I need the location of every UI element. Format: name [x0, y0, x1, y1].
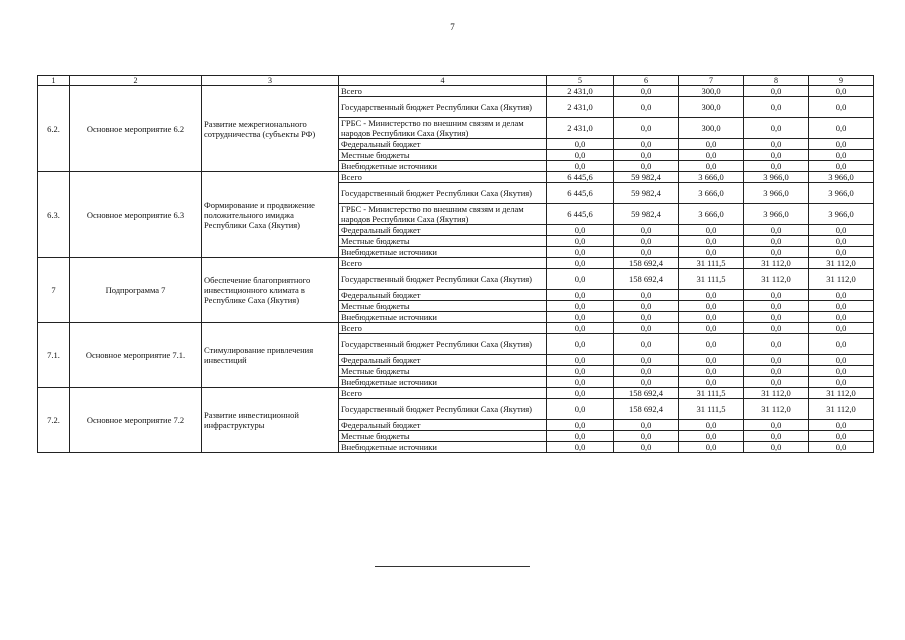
amount-cell: 300,0 [679, 86, 744, 97]
amount-cell: 0,0 [809, 334, 874, 355]
amount-cell: 0,0 [679, 301, 744, 312]
amount-cell: 0,0 [744, 118, 809, 139]
group-description: Развитие инвестиционной инфраструктуры [202, 388, 339, 453]
amount-cell: 0,0 [809, 366, 874, 377]
funding-source: Федеральный бюджет [339, 139, 547, 150]
amount-cell: 0,0 [744, 377, 809, 388]
group-code: 7.1. [38, 323, 70, 388]
funding-source: Внебюджетные источники [339, 247, 547, 258]
amount-cell: 0,0 [547, 312, 614, 323]
funding-source: Федеральный бюджет [339, 290, 547, 301]
amount-cell: 0,0 [679, 139, 744, 150]
funding-table [37, 75, 874, 453]
amount-cell: 0,0 [679, 431, 744, 442]
amount-cell: 0,0 [744, 139, 809, 150]
funding-source: Местные бюджеты [339, 431, 547, 442]
amount-cell: 0,0 [809, 225, 874, 236]
table-body [38, 76, 874, 453]
amount-cell: 0,0 [679, 420, 744, 431]
page-number: 7 [450, 22, 455, 32]
group-name: Основное мероприятие 7.2 [70, 388, 202, 453]
table-row [38, 388, 874, 399]
amount-cell: 3 666,0 [679, 183, 744, 204]
amount-cell: 0,0 [744, 236, 809, 247]
amount-cell: 0,0 [744, 312, 809, 323]
amount-cell: 31 111,5 [679, 258, 744, 269]
amount-cell: 0,0 [614, 420, 679, 431]
amount-cell: 158 692,4 [614, 269, 679, 290]
amount-cell: 59 982,4 [614, 172, 679, 183]
table-row [38, 323, 874, 334]
amount-cell: 6 445,6 [547, 204, 614, 225]
amount-cell: 0,0 [614, 355, 679, 366]
header-cell: 4 [339, 76, 547, 86]
amount-cell: 0,0 [744, 97, 809, 118]
group-name: Основное мероприятие 6.2 [70, 86, 202, 172]
amount-cell: 3 666,0 [679, 172, 744, 183]
amount-cell: 0,0 [547, 431, 614, 442]
group-name: Основное мероприятие 7.1. [70, 323, 202, 388]
amount-cell: 0,0 [809, 247, 874, 258]
amount-cell: 0,0 [614, 323, 679, 334]
header-cell: 3 [202, 76, 339, 86]
amount-cell: 0,0 [614, 139, 679, 150]
amount-cell: 0,0 [679, 334, 744, 355]
amount-cell: 2 431,0 [547, 97, 614, 118]
amount-cell: 3 966,0 [744, 183, 809, 204]
funding-source: Местные бюджеты [339, 366, 547, 377]
amount-cell: 0,0 [809, 442, 874, 453]
amount-cell: 6 445,6 [547, 183, 614, 204]
amount-cell: 0,0 [744, 301, 809, 312]
amount-cell: 3 966,0 [744, 172, 809, 183]
amount-cell: 0,0 [547, 269, 614, 290]
amount-cell: 0,0 [744, 86, 809, 97]
header-cell: 6 [614, 76, 679, 86]
amount-cell: 0,0 [614, 334, 679, 355]
amount-cell: 300,0 [679, 97, 744, 118]
amount-cell: 2 431,0 [547, 86, 614, 97]
funding-source: Государственный бюджет Республики Саха (Якутия) [339, 399, 547, 420]
amount-cell: 0,0 [809, 290, 874, 301]
funding-source: Внебюджетные источники [339, 377, 547, 388]
amount-cell: 0,0 [547, 323, 614, 334]
funding-source: Внебюджетные источники [339, 161, 547, 172]
amount-cell: 0,0 [679, 161, 744, 172]
amount-cell: 0,0 [547, 355, 614, 366]
funding-source: Всего [339, 86, 547, 97]
header-cell: 9 [809, 76, 874, 86]
amount-cell: 0,0 [547, 442, 614, 453]
amount-cell: 0,0 [547, 161, 614, 172]
amount-cell: 0,0 [679, 323, 744, 334]
amount-cell: 0,0 [744, 161, 809, 172]
funding-source: Государственный бюджет Республики Саха (Якутия) [339, 97, 547, 118]
amount-cell: 0,0 [547, 388, 614, 399]
funding-source: Местные бюджеты [339, 150, 547, 161]
amount-cell: 31 112,0 [809, 269, 874, 290]
header-cell: 5 [547, 76, 614, 86]
amount-cell: 0,0 [809, 86, 874, 97]
amount-cell: 0,0 [679, 366, 744, 377]
amount-cell: 0,0 [809, 355, 874, 366]
funding-source: Государственный бюджет Республики Саха (Якутия) [339, 269, 547, 290]
amount-cell: 0,0 [809, 301, 874, 312]
header-cell: 7 [679, 76, 744, 86]
amount-cell: 0,0 [744, 355, 809, 366]
funding-source: Внебюджетные источники [339, 312, 547, 323]
amount-cell: 0,0 [809, 323, 874, 334]
amount-cell: 0,0 [809, 236, 874, 247]
funding-source: ГРБС - Министерство по внешним связям и делам народов Республики Саха (Якутия) [339, 118, 547, 139]
funding-source: Внебюджетные источники [339, 442, 547, 453]
amount-cell: 0,0 [547, 247, 614, 258]
header-cell: 8 [744, 76, 809, 86]
amount-cell: 0,0 [547, 150, 614, 161]
amount-cell: 0,0 [547, 258, 614, 269]
amount-cell: 0,0 [744, 290, 809, 301]
amount-cell: 0,0 [809, 97, 874, 118]
group-name: Подпрограмма 7 [70, 258, 202, 323]
amount-cell: 0,0 [614, 301, 679, 312]
funding-source: Государственный бюджет Республики Саха (Якутия) [339, 183, 547, 204]
amount-cell: 0,0 [547, 334, 614, 355]
amount-cell: 0,0 [809, 139, 874, 150]
amount-cell: 158 692,4 [614, 388, 679, 399]
amount-cell: 0,0 [614, 236, 679, 247]
amount-cell: 0,0 [809, 118, 874, 139]
funding-source: Федеральный бюджет [339, 420, 547, 431]
amount-cell: 0,0 [744, 420, 809, 431]
funding-source: Федеральный бюджет [339, 355, 547, 366]
amount-cell: 2 431,0 [547, 118, 614, 139]
amount-cell: 0,0 [547, 236, 614, 247]
amount-cell: 31 112,0 [744, 399, 809, 420]
amount-cell: 0,0 [809, 431, 874, 442]
header-row [38, 76, 874, 86]
group-description: Обеспечение благоприятного инвестиционного климата в Республике Саха (Якутия) [202, 258, 339, 323]
amount-cell: 0,0 [547, 420, 614, 431]
amount-cell: 0,0 [614, 97, 679, 118]
amount-cell: 31 111,5 [679, 269, 744, 290]
group-description: Стимулирование привлечения инвестиций [202, 323, 339, 388]
group-name: Основное мероприятие 6.3 [70, 172, 202, 258]
amount-cell: 0,0 [547, 366, 614, 377]
amount-cell: 0,0 [744, 431, 809, 442]
amount-cell: 0,0 [679, 236, 744, 247]
amount-cell: 0,0 [679, 377, 744, 388]
amount-cell: 0,0 [614, 247, 679, 258]
funding-source: Федеральный бюджет [339, 225, 547, 236]
amount-cell: 0,0 [744, 323, 809, 334]
group-code: 7.2. [38, 388, 70, 453]
amount-cell: 3 966,0 [809, 204, 874, 225]
amount-cell: 31 111,5 [679, 399, 744, 420]
amount-cell: 300,0 [679, 118, 744, 139]
amount-cell: 31 112,0 [809, 388, 874, 399]
amount-cell: 0,0 [744, 442, 809, 453]
amount-cell: 6 445,6 [547, 172, 614, 183]
amount-cell: 0,0 [614, 290, 679, 301]
amount-cell: 3 966,0 [809, 183, 874, 204]
amount-cell: 0,0 [614, 312, 679, 323]
amount-cell: 3 666,0 [679, 204, 744, 225]
amount-cell: 0,0 [809, 420, 874, 431]
amount-cell: 0,0 [679, 442, 744, 453]
group-code: 6.2. [38, 86, 70, 172]
amount-cell: 0,0 [809, 377, 874, 388]
amount-cell: 0,0 [614, 150, 679, 161]
amount-cell: 158 692,4 [614, 399, 679, 420]
amount-cell: 0,0 [744, 225, 809, 236]
amount-cell: 0,0 [614, 366, 679, 377]
amount-cell: 0,0 [809, 161, 874, 172]
amount-cell: 0,0 [744, 366, 809, 377]
amount-cell: 0,0 [614, 442, 679, 453]
funding-source: Государственный бюджет Республики Саха (Якутия) [339, 334, 547, 355]
table-row [38, 86, 874, 97]
amount-cell: 0,0 [614, 225, 679, 236]
amount-cell: 31 112,0 [809, 258, 874, 269]
amount-cell: 59 982,4 [614, 204, 679, 225]
amount-cell: 0,0 [744, 150, 809, 161]
amount-cell: 0,0 [614, 431, 679, 442]
table-row [38, 258, 874, 269]
amount-cell: 59 982,4 [614, 183, 679, 204]
amount-cell: 0,0 [614, 377, 679, 388]
group-code: 7 [38, 258, 70, 323]
group-description: Формирование и продвижение положительного имиджа Республики Саха (Якутия) [202, 172, 339, 258]
amount-cell: 0,0 [744, 334, 809, 355]
amount-cell: 31 112,0 [809, 399, 874, 420]
amount-cell: 0,0 [679, 247, 744, 258]
amount-cell: 0,0 [744, 247, 809, 258]
funding-source: Всего [339, 388, 547, 399]
amount-cell: 31 111,5 [679, 388, 744, 399]
header-cell: 2 [70, 76, 202, 86]
header-cell: 1 [38, 76, 70, 86]
amount-cell: 0,0 [547, 301, 614, 312]
group-code: 6.3. [38, 172, 70, 258]
amount-cell: 0,0 [614, 118, 679, 139]
amount-cell: 0,0 [809, 312, 874, 323]
amount-cell: 3 966,0 [744, 204, 809, 225]
amount-cell: 0,0 [547, 139, 614, 150]
amount-cell: 0,0 [614, 86, 679, 97]
amount-cell: 0,0 [547, 225, 614, 236]
amount-cell: 0,0 [547, 399, 614, 420]
amount-cell: 158 692,4 [614, 258, 679, 269]
funding-source: Всего [339, 258, 547, 269]
amount-cell: 0,0 [679, 225, 744, 236]
amount-cell: 0,0 [547, 290, 614, 301]
amount-cell: 0,0 [809, 150, 874, 161]
amount-cell: 3 966,0 [809, 172, 874, 183]
footer-divider [375, 566, 530, 567]
funding-source: Всего [339, 172, 547, 183]
amount-cell: 0,0 [679, 150, 744, 161]
amount-cell: 31 112,0 [744, 388, 809, 399]
amount-cell: 0,0 [547, 377, 614, 388]
amount-cell: 0,0 [679, 312, 744, 323]
funding-source: Всего [339, 323, 547, 334]
funding-source: Местные бюджеты [339, 236, 547, 247]
amount-cell: 0,0 [679, 355, 744, 366]
amount-cell: 31 112,0 [744, 258, 809, 269]
table-row [38, 172, 874, 183]
group-description: Развитие межрегионального сотрудничества (субъекты РФ) [202, 86, 339, 172]
amount-cell: 0,0 [679, 290, 744, 301]
funding-source: ГРБС - Министерство по внешним связям и делам народов Республики Саха (Якутия) [339, 204, 547, 225]
funding-source: Местные бюджеты [339, 301, 547, 312]
amount-cell: 31 112,0 [744, 269, 809, 290]
amount-cell: 0,0 [614, 161, 679, 172]
